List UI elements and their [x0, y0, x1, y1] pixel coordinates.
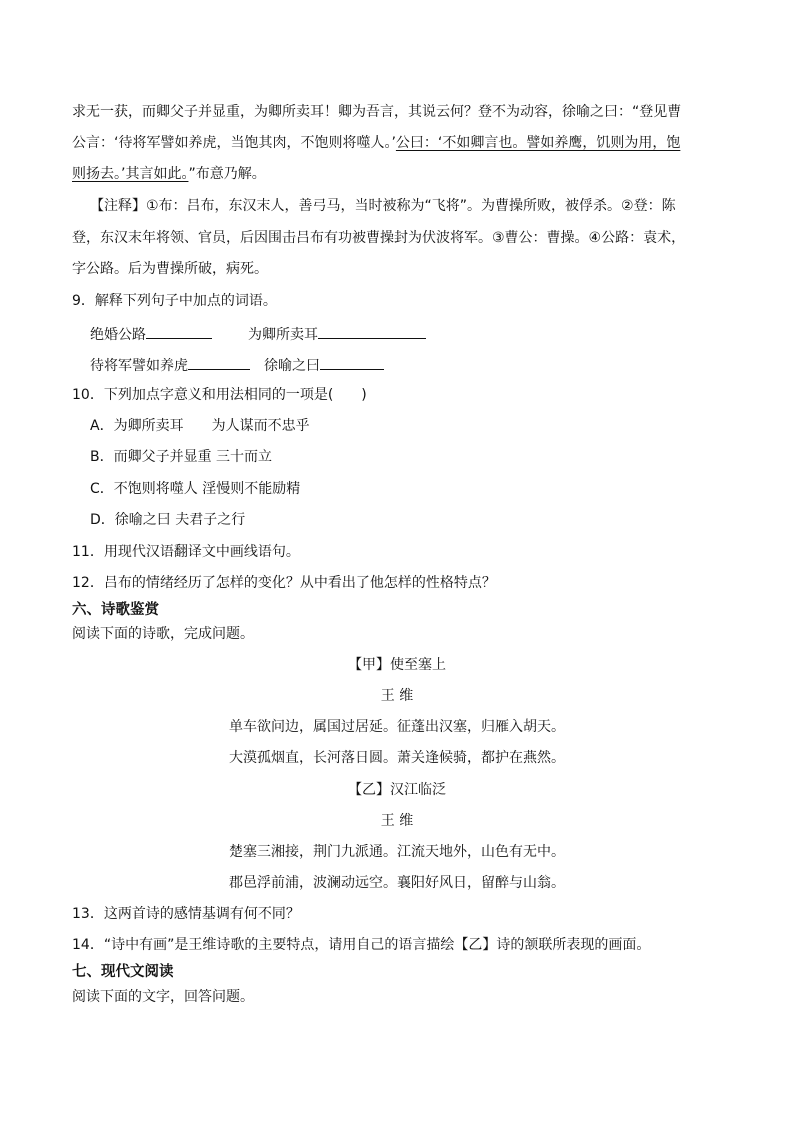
question-12: 12．吕布的情绪经历了怎样的变化？从中看出了他怎样的性格特点？	[72, 575, 496, 591]
poem-1-title: 【甲】使至塞上	[348, 657, 446, 673]
answer-blank-3[interactable]	[188, 353, 250, 370]
passage-line-3	[72, 164, 266, 184]
underlined-sentence-part-1: 公曰：‘不如卿言也。譬如养鹰，饥则为用，饱	[395, 135, 681, 151]
question-9-row-2	[90, 353, 384, 376]
poem-2-line-2: 郡邑浮前浦，波澜动远空。襄阳好风日，留醉与山翁。	[229, 875, 565, 891]
section-7-instruction: 阅读下面的文字，回答问题。	[72, 989, 254, 1005]
notes-line-1: 【注释】①布：吕布，东汉末人，善弓马，当时被称为“飞将”。为曹操所败，被俘杀。②登：陈	[90, 198, 676, 214]
poem-2-title: 【乙】汉江临泛	[348, 782, 446, 798]
question-10-option-b[interactable]: B．而卿父子并显重 三十而立	[90, 449, 273, 465]
underlined-sentence-part-2: 则扬去。’其言如此。	[72, 166, 189, 182]
poem-1-line-2: 大漠孤烟直，长河落日圆。萧关逢候骑，都护在燕然。	[229, 750, 565, 766]
question-13: 13．这两首诗的感情基调有何不同？	[72, 906, 300, 922]
question-10-option-d[interactable]: D．徐喻之曰 夫君子之行	[90, 512, 246, 528]
passage-line-1: 求无一获，而卿父子并显重，为卿所卖耳！卿为吾言，其说云何？登不为动容，徐喻之曰：“登见曹	[72, 104, 682, 120]
poem-1-line-1: 单车欲问边，属国过居延。征蓬出汉塞，归雁入胡天。	[229, 719, 565, 735]
notes-line-2: 登，东汉末年将领、官员，后因围击吕布有功被曹操封为伏波将军。③曹公：曹操。④公路：袁术，	[72, 230, 686, 246]
passage-line-2-text: 公言：‘待将军譬如养虎，当饱其肉，不饱则将噬人。’	[72, 135, 396, 151]
q9-item-3: 待将军譬如养虎	[90, 358, 188, 374]
section-6-instruction: 阅读下面的诗歌，完成问题。	[72, 626, 254, 642]
question-10-stem: 10．下列加点字意义和用法相同的一项是( )	[72, 387, 367, 403]
question-9-stem: 9．解释下列句子中加点的词语。	[72, 293, 277, 309]
q9-item-2: 为卿所卖耳	[248, 327, 318, 343]
section-7-title: 七、现代文阅读	[72, 964, 174, 980]
question-10-option-a[interactable]: A．为卿所卖耳 为人谋而不忠乎	[90, 418, 310, 434]
answer-blank-2[interactable]	[318, 322, 426, 339]
q9-item-4: 徐喻之曰	[264, 358, 320, 374]
question-11: 11．用现代汉语翻译文中画线语句。	[72, 544, 300, 560]
passage-line-3-text: ”布意乃解。	[188, 166, 266, 182]
answer-blank-1[interactable]	[146, 322, 212, 339]
notes-line-3: 字公路。后为曹操所破，病死。	[72, 261, 268, 277]
answer-blank-4[interactable]	[320, 353, 384, 370]
question-9-row-1	[90, 322, 426, 345]
poem-2-line-1: 楚塞三湘接，荆门九派通。江流天地外，山色有无中。	[229, 844, 565, 860]
passage-line-2	[72, 133, 680, 153]
section-6-title: 六、诗歌鉴赏	[72, 602, 159, 618]
q9-item-1: 绝婚公路	[90, 327, 146, 343]
poem-1-author: 王 维	[380, 688, 414, 704]
poem-2-author: 王 维	[380, 813, 414, 829]
question-14: 14．“诗中有画”是王维诗歌的主要特点，请用自己的语言描绘【乙】诗的颔联所表现的画面。	[72, 937, 651, 953]
question-10-option-c[interactable]: C．不饱则将噬人 淫慢则不能励精	[90, 481, 301, 497]
